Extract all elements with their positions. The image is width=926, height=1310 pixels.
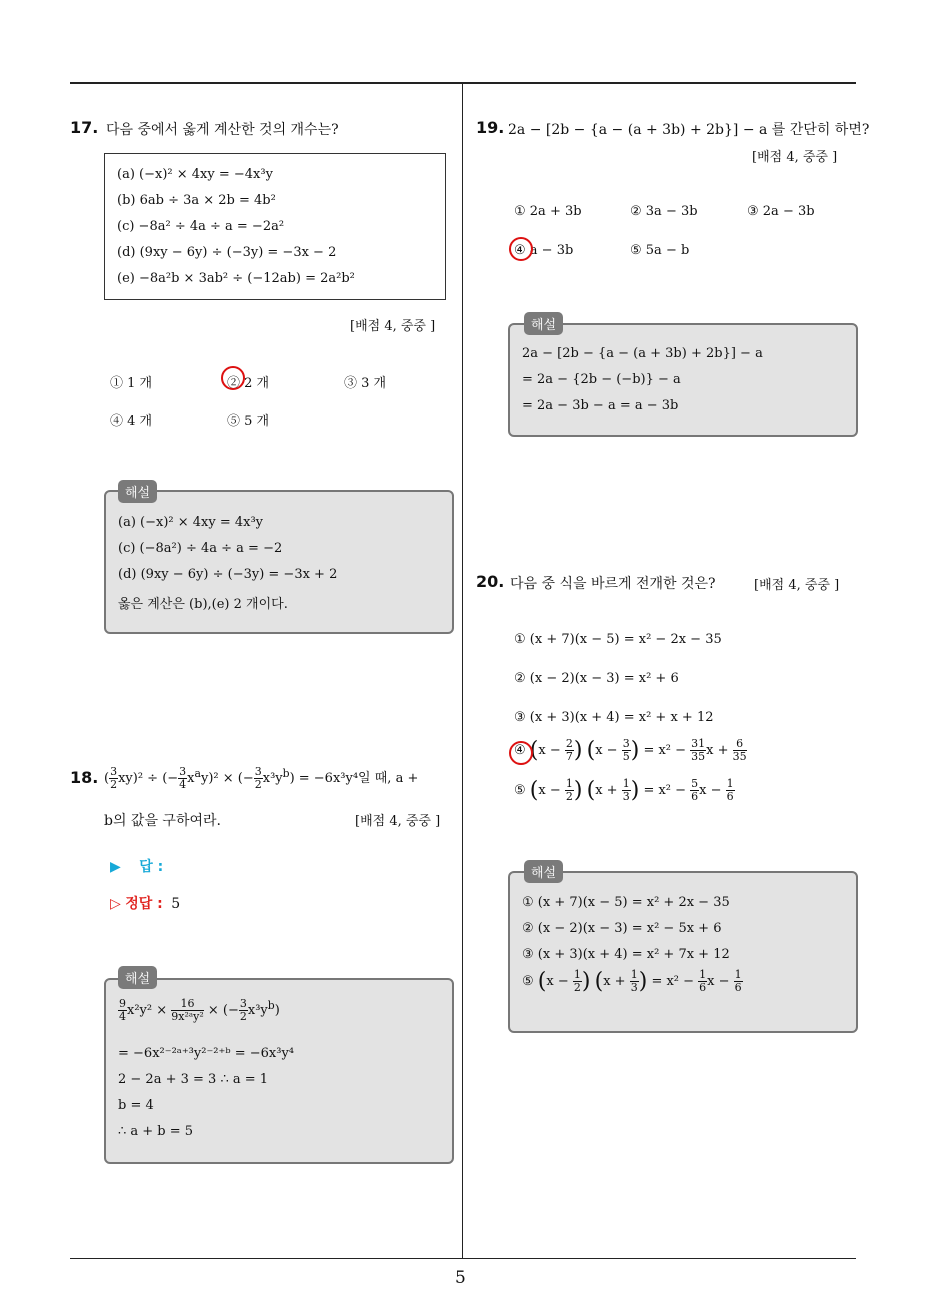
q18-score: [배점 4, 중중 ] (355, 814, 441, 829)
q20-solution-line: ② (x − 2)(x − 3) = x² − 5x + 6 (522, 921, 722, 936)
q20-question: 다음 중 식을 바르게 전개한 것은? (510, 576, 716, 592)
q17-statement: (c) −8a² ÷ 4a ÷ a = −2a² (117, 219, 285, 234)
q20-choice-5[interactable]: ⑤ (x − $\frac{1}{2}$ ) (x + $\frac{1}{3}$ ) = x² − $\frac{5}{6}$ x − $\frac{1}{6}$ (514, 777, 734, 804)
q18-solution-line: b = 4 (118, 1098, 154, 1113)
q18-solution-line: $\frac{9}{4}$ x²y² × $\frac{16}{\text{9x²ᵃy²}}$ × (− $\frac{3}{2}$ $x^3y^b$) (119, 997, 280, 1024)
q17-score: [배점 4, 중중 ] (350, 319, 436, 334)
q19-score: [배점 4, 중중 ] (752, 150, 838, 165)
q19-solution-line: = 2a − {2b − (−b)} − a (522, 372, 681, 387)
q18-solution-line: 2 − 2a + 3 = 3 ∴ a = 1 (118, 1072, 269, 1087)
answer-label: 답 : (139, 859, 164, 875)
q18-equation: ( $\frac{3}{2}$ xy)² ÷ (− $\frac{3}{4}$ $x^ay)^2$ × (− $\frac{3}{2}$ $x^3y^b) = -6x^3y^4$일 때, a + (104, 765, 419, 792)
q17-choice-1[interactable]: ① 1 개 (110, 376, 153, 391)
q20-solution-tag: 해설 (524, 860, 563, 883)
q19-choice-5[interactable]: ⑤ 5a − b (630, 243, 690, 258)
q17-solution-line: 옳은 계산은 (b),(e) 2 개이다. (118, 597, 288, 612)
q18-number: 18. (70, 768, 99, 787)
q19-question: 2a − [2b − {a − (a + 3b) + 2b}] − a 를 간단히 하면? (508, 122, 870, 138)
correct-answer-value: 5 (171, 896, 181, 912)
q18-solution-line: = −6x²⁻²ᵃ⁺³y²⁻²⁺ᵇ = −6x³y⁴ (118, 1046, 295, 1061)
q20-solution-line: ⑤ (x − $\frac{1}{2}$ ) (x + $\frac{1}{3}$ ) = x² − $\frac{1}{6}$ x − $\frac{1}{6}$ (522, 968, 742, 995)
q19-number: 19. (476, 118, 505, 137)
q17-statement-box (104, 153, 446, 300)
q19-solution-line: 2a − [2b − {a − (a + 3b) + 2b}] − a (522, 346, 763, 361)
q17-question: 다음 중에서 옳게 계산한 것의 개수는? (106, 122, 339, 138)
q17-choice-5[interactable]: ⑤ 5 개 (227, 414, 270, 429)
q17-solution-line: (a) (−x)² × 4xy = 4x³y (118, 515, 264, 530)
q19-choice-1[interactable]: ① 2a + 3b (514, 204, 582, 219)
triangle-outline-icon: ▷ (110, 896, 121, 912)
q20-choice-3[interactable]: ③ (x + 3)(x + 4) = x² + x + 12 (514, 710, 714, 725)
q20-score: [배점 4, 중중 ] (754, 578, 840, 593)
q18-solution-tag: 해설 (118, 966, 157, 989)
q20-solution-box (508, 871, 858, 1033)
q18-question-line2: b의 값을 구하여라. (104, 813, 221, 829)
q17-choice-2[interactable]: ② 2 개 (227, 376, 270, 391)
q17-statement: (a) (−x)² × 4xy = −4x³y (117, 167, 273, 182)
q17-solution-line: (c) (−8a²) ÷ 4a ÷ a = −2 (118, 541, 283, 556)
selected-answer-mark (509, 741, 533, 765)
bottom-rule (70, 1258, 856, 1259)
selected-answer-mark (221, 366, 245, 390)
q19-choice-4[interactable]: ④ a − 3b (514, 243, 574, 258)
play-arrow-icon: ▶ (110, 859, 121, 875)
page-number: 5 (455, 1268, 466, 1288)
answer-row (110, 856, 163, 876)
q20-solution-line: ① (x + 7)(x − 5) = x² + 2x − 35 (522, 895, 730, 910)
q19-choice-3[interactable]: ③ 2a − 3b (747, 204, 815, 219)
q17-statement: (b) 6ab ÷ 3a × 2b = 4b² (117, 193, 276, 208)
q17-solution-tag: 해설 (118, 480, 157, 503)
correct-answer-label: 정답 : (125, 896, 163, 912)
q20-choice-2[interactable]: ② (x − 2)(x − 3) = x² + 6 (514, 671, 679, 686)
q19-solution-tag: 해설 (524, 312, 563, 335)
correct-answer-row (110, 893, 180, 913)
q20-choice-4[interactable]: ④ (x − $\frac{2}{7}$ ) (x − $\frac{3}{5}$ ) = x² − $\frac{31}{35}$ x + $\frac{6}{35}$ (514, 737, 747, 764)
q17-solution-box (104, 490, 454, 634)
q17-number: 17. (70, 118, 99, 137)
selected-answer-mark (509, 237, 533, 261)
q20-choice-1[interactable]: ① (x + 7)(x − 5) = x² − 2x − 35 (514, 632, 722, 647)
q19-choice-2[interactable]: ② 3a − 3b (630, 204, 698, 219)
q17-choice-4[interactable]: ④ 4 개 (110, 414, 153, 429)
column-divider (462, 84, 463, 1259)
q17-choice-3[interactable]: ③ 3 개 (344, 376, 387, 391)
q20-number: 20. (476, 572, 505, 591)
q19-solution-line: = 2a − 3b − a = a − 3b (522, 398, 679, 413)
q17-solution-line: (d) (9xy − 6y) ÷ (−3y) = −3x + 2 (118, 567, 338, 582)
q20-solution-line: ③ (x + 3)(x + 4) = x² + 7x + 12 (522, 947, 730, 962)
q19-solution-box (508, 323, 858, 437)
top-rule (70, 82, 856, 84)
q17-statement: (d) (9xy − 6y) ÷ (−3y) = −3x − 2 (117, 245, 337, 260)
q18-solution-line: ∴ a + b = 5 (118, 1124, 194, 1139)
q18-solution-box (104, 978, 454, 1164)
q17-statement: (e) −8a²b × 3ab² ÷ (−12ab) = 2a²b² (117, 271, 355, 286)
